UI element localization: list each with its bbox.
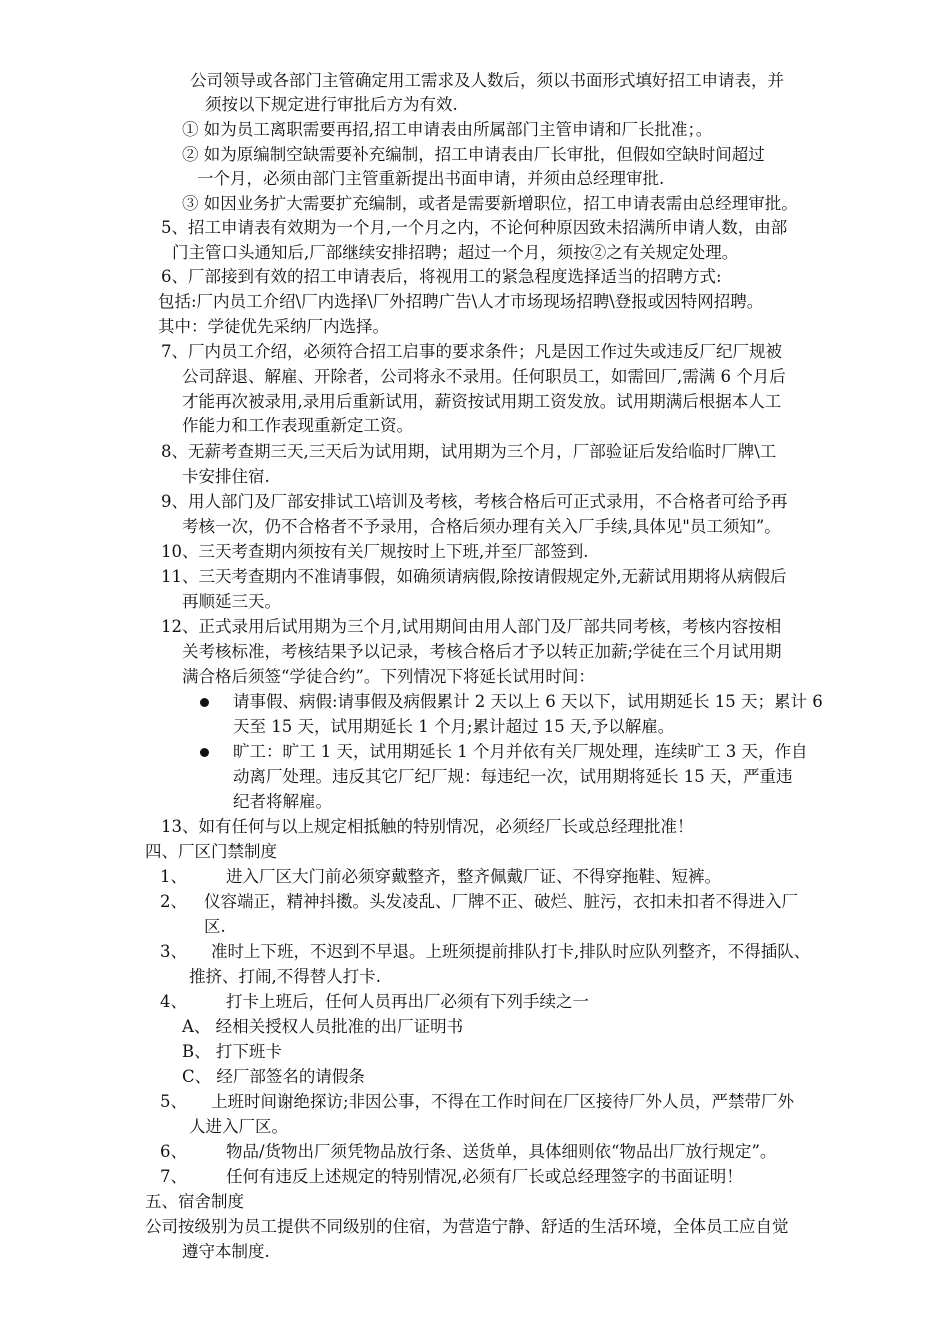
text-line: 请事假、病假:请事假及病假累计 2 天以上 6 天以下，试用期延长 15 天；累计 6	[233, 692, 823, 711]
text-line: 11、三天考查期内不准请事假，如确须请病假,除按请假规定外,无薪试用期将从病假后	[161, 567, 787, 586]
text-line: ② 如为原编制空缺需要补充编制，招工申请表由厂长审批，但假如空缺时间超过	[182, 145, 765, 164]
text-line: 公司领导或各部门主管确定用工需求及人数后，须以书面形式填好招工申请表，并	[190, 71, 784, 90]
text-line: 门主管口头通知后,厂部继续安排招聘；超过一个月，须按②之有关规定处理。	[172, 243, 739, 262]
text-line: 旷工：旷工 1 天，试用期延长 1 个月并依有关厂规处理，连续旷工 3 天，作自	[233, 742, 808, 761]
text-line: 进入厂区大门前必须穿戴整齐，整齐佩戴厂证、不得穿拖鞋、短裤。	[226, 867, 721, 886]
text-line: 其中：学徒优先采纳厂内选择。	[158, 317, 389, 336]
text-line: 推挤、打闹,不得替人打卡.	[189, 967, 381, 986]
text-line: 7、厂内员工介绍，必须符合招工启事的要求条件；凡是因工作过失或违反厂纪厂规被	[161, 342, 782, 361]
text-line: 准时上下班，不迟到不早退。上班须提前排队打卡,排队时应队列整齐，不得插队、	[211, 942, 811, 961]
text-line: 人进入厂区。	[189, 1117, 288, 1136]
text-line: 动离厂处理。违反其它厂纪厂规：每违纪一次，试用期将延长 15 天，严重违	[233, 767, 793, 786]
text-line: 再顺延三天。	[182, 592, 281, 611]
item-number: 5、	[160, 1092, 187, 1111]
text-line: 任何有违反上述规定的特别情况,必须有厂长或总经理签字的书面证明！	[226, 1167, 743, 1186]
text-line: 公司辞退、解雇、开除者，公司将永不录用。任何职员工，如需回厂,需满 6 个月后	[182, 367, 786, 386]
item-number: 4、	[160, 992, 187, 1011]
text-line: 10、三天考查期内须按有关厂规按时上下班,并至厂部签到.	[161, 542, 589, 561]
text-line: 9、用人部门及厂部安排试工\培训及考核，考核合格后可正式录用，不合格者可给予再	[161, 492, 788, 511]
bullet-icon	[200, 698, 209, 707]
text-line: 考核一次，仍不合格者不予录用，合格后须办理有关入厂手续,具体见"员工须知”。	[182, 517, 781, 536]
text-line: C、 经厂部签名的请假条	[182, 1067, 365, 1086]
section-heading: 五、宿舍制度	[145, 1192, 244, 1211]
text-line: 关考核标准，考核结果予以记录，考核合格后才予以转正加薪;学徒在三个月试用期	[182, 642, 782, 661]
text-line: 一个月，必须由部门主管重新提出书面申请，并须由总经理审批.	[197, 169, 665, 188]
text-line: ① 如为员工离职需要再招,招工申请表由所属部门主管申请和厂长批准；。	[182, 120, 713, 139]
text-line: 12、正式录用后试用期为三个月,试用期间由用人部门及厂部共同考核，考核内容按相	[161, 617, 782, 636]
text-line: 物品/货物出厂须凭物品放行条、送货单，具体细则依“物品出厂放行规定”。	[226, 1142, 777, 1161]
text-line: 13、如有任何与以上规定相抵触的特别情况，必须经厂长或总经理批准！	[161, 817, 694, 836]
text-line: 满合格后须签“学徒合约”。下列情况下将延长试用时间：	[182, 667, 595, 686]
text-line: 包括:厂内员工介绍\厂内选择\厂外招聘广告\人才市场现场招聘\登报或因特网招聘。	[158, 292, 764, 311]
item-number: 6、	[160, 1142, 187, 1161]
item-number: 3、	[160, 942, 187, 961]
bullet-icon	[200, 748, 209, 757]
text-line: 纪者将解雇。	[233, 792, 332, 811]
item-number: 1、	[160, 867, 187, 886]
text-line: B、 打下班卡	[182, 1042, 282, 1061]
text-line: 遵守本制度.	[182, 1242, 270, 1261]
text-line: 打卡上班后，任何人员再出厂必须有下列手续之一	[226, 992, 589, 1011]
section-heading: 四、厂区门禁制度	[145, 842, 277, 861]
text-line: 8、无薪考查期三天,三天后为试用期，试用期为三个月，厂部验证后发给临时厂牌\工	[161, 442, 777, 461]
item-number: 2、	[160, 892, 187, 911]
text-line: 公司按级别为员工提供不同级别的住宿，为营造宁静、舒适的生活环境，全体员工应自觉	[145, 1217, 789, 1236]
text-line: 须按以下规定进行审批后方为有效.	[205, 95, 458, 114]
text-line: 6、厂部接到有效的招工申请表后，将视用工的紧急程度选择适当的招聘方式:	[161, 267, 722, 286]
text-line: 作能力和工作表现重新定工资。	[182, 416, 413, 435]
text-line: 卡安排住宿.	[182, 467, 270, 486]
text-line: 才能再次被录用,录用后重新试用，薪资按试用期工资发放。试用期满后根据本人工	[182, 392, 782, 411]
text-line: A、 经相关授权人员批准的出厂证明书	[182, 1017, 464, 1036]
text-line: ③ 如因业务扩大需要扩充编制，或者是需要新增职位，招工申请表需由总经理审批。	[182, 194, 798, 213]
text-line: 仪容端正，精神抖擞。头发凌乱、厂牌不正、破烂、脏污，衣扣未扣者不得进入厂	[204, 892, 798, 911]
text-line: 5、招工申请表有效期为一个月,一个月之内，不论何种原因致未招满所申请人数，由部	[161, 218, 788, 237]
text-line: 天至 15 天，试用期延长 1 个月;累计超过 15 天,予以解雇。	[233, 717, 675, 736]
item-number: 7、	[160, 1167, 187, 1186]
text-line: 上班时间谢绝探访;非因公事，不得在工作时间在厂区接待厂外人员，严禁带厂外	[211, 1092, 795, 1111]
text-line: 区.	[204, 917, 226, 936]
